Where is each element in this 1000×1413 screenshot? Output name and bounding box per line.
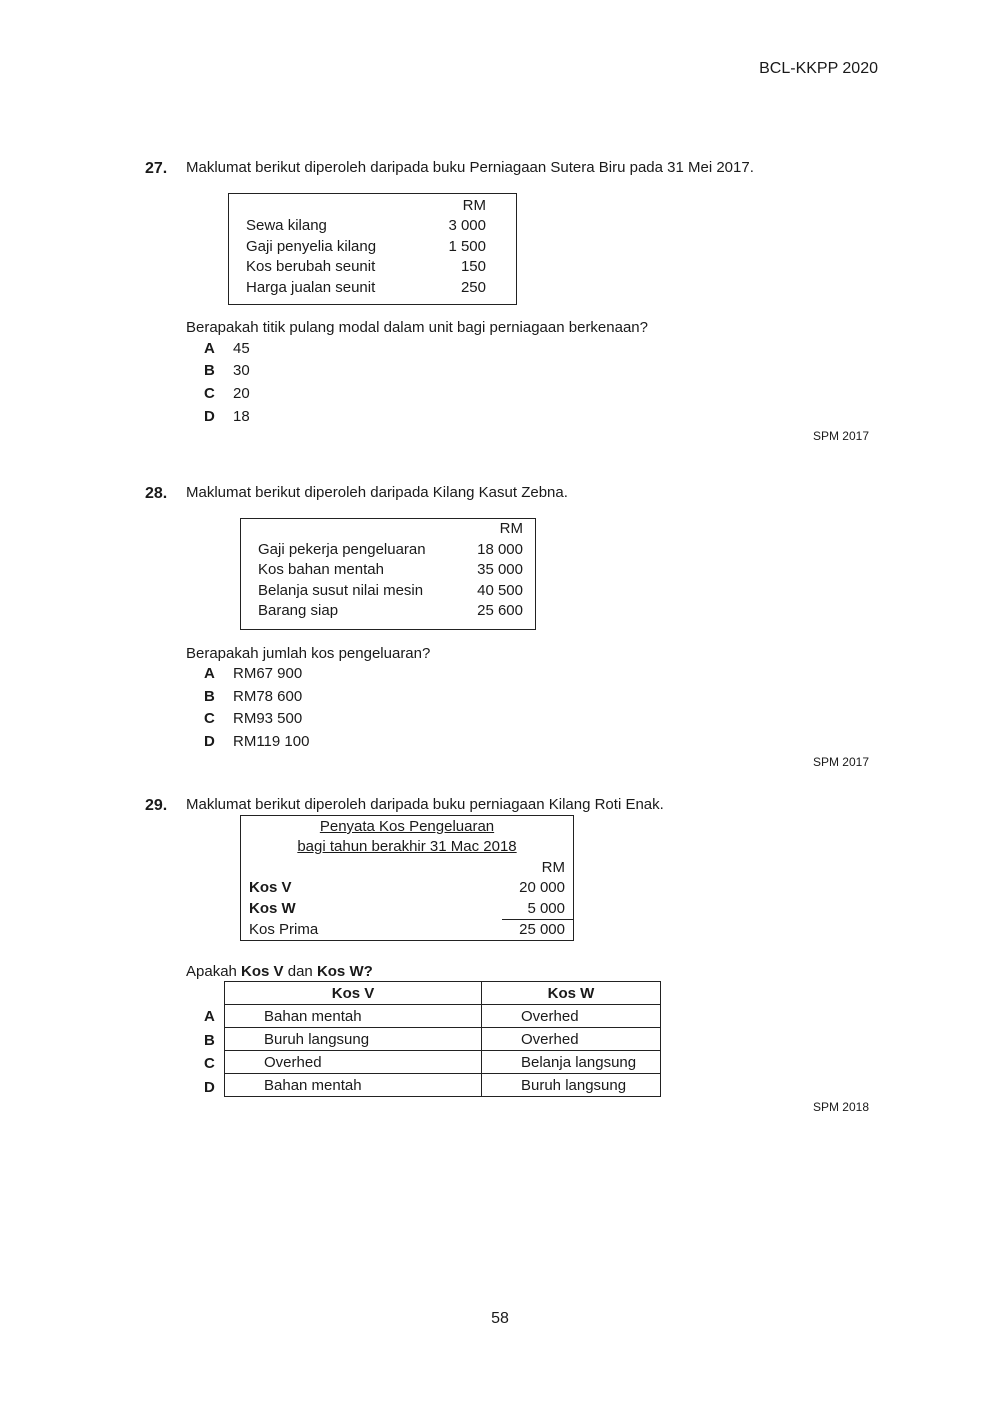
q28-row-value: 25 600 <box>477 602 523 619</box>
option-text: RM67 900 <box>233 665 303 682</box>
cell-kos-v: Overhed <box>225 1051 482 1074</box>
q29-question <box>186 963 373 980</box>
cell-kos-w: Overhed <box>482 1028 661 1051</box>
q27-row-value: 150 <box>460 258 486 275</box>
q27-row-value: 250 <box>460 279 486 296</box>
q28-source: SPM 2017 <box>812 755 869 769</box>
header-kos-w: Kos W <box>482 982 661 1005</box>
header-kos-v: Kos V <box>225 982 482 1005</box>
option-letter: C <box>204 385 215 402</box>
q28-row-value: 35 000 <box>477 561 523 578</box>
q29-row-label: Kos W <box>249 900 296 917</box>
q27-row-value: 1 500 <box>448 238 486 255</box>
option-text: 45 <box>233 340 250 357</box>
q29-question-bold-2: Kos W? <box>316 963 373 980</box>
q29-currency: RM <box>541 859 565 876</box>
q27-row-label: Gaji penyelia kilang <box>246 238 377 255</box>
q29-question-prefix: Apakah <box>186 963 242 980</box>
q28-row-label: Belanja susut nilai mesin <box>258 582 424 599</box>
q27-row-value: 3 000 <box>448 217 486 234</box>
option-letter[interactable]: D <box>204 1078 215 1096</box>
q29-statement-title-2: bagi tahun berakhir 31 Mac 2018 <box>297 838 517 855</box>
table-row[interactable] <box>225 1074 661 1097</box>
option-letter: A <box>204 340 215 357</box>
q28-text: Maklumat berikut diperoleh daripada Kilang Kasut Zebna. <box>186 484 568 501</box>
table-row[interactable] <box>225 1028 661 1051</box>
option-text: 20 <box>233 385 250 402</box>
cell-kos-w: Overhed <box>482 1005 661 1028</box>
q28-row-label: Kos bahan mentah <box>258 561 384 578</box>
option-letter[interactable]: C <box>204 1055 215 1072</box>
option-letter[interactable]: B <box>204 1031 215 1049</box>
q29-statement-title-1: Penyata Kos Pengeluaran <box>319 818 495 835</box>
option-letter: C <box>204 710 215 727</box>
q27-option-a[interactable] <box>204 340 250 362</box>
q28-option-b[interactable] <box>204 688 302 710</box>
total-rule <box>502 919 573 920</box>
q29-number: 29. <box>145 797 168 814</box>
q27-row-label: Kos berubah seunit <box>246 258 376 275</box>
q29-source: SPM 2018 <box>812 1100 869 1114</box>
option-letter: B <box>204 362 215 379</box>
option-text: RM119 100 <box>233 733 310 750</box>
q28-option-d[interactable] <box>204 733 309 755</box>
document-header: BCL-KKPP 2020 <box>759 60 878 77</box>
q27-option-d[interactable] <box>204 408 250 430</box>
table-row[interactable] <box>225 1051 661 1074</box>
q29-row-label: Kos V <box>249 879 292 896</box>
q27-row-label: Sewa kilang <box>246 217 327 234</box>
option-text: RM93 500 <box>233 710 303 727</box>
cell-kos-w: Buruh langsung <box>482 1074 661 1097</box>
q27-option-c[interactable] <box>204 385 250 407</box>
q27-option-b[interactable] <box>204 362 250 384</box>
q29-statement-box <box>240 815 574 941</box>
q28-option-c[interactable] <box>204 710 302 732</box>
q27-text: Maklumat berikut diperoleh daripada buku Perniagaan Sutera Biru pada 31 Mei 2017. <box>186 159 754 176</box>
cell-kos-v: Bahan mentah <box>225 1005 482 1028</box>
cell-kos-w: Belanja langsung <box>482 1051 661 1074</box>
q28-row-label: Barang siap <box>258 602 339 619</box>
option-text: RM78 600 <box>233 688 303 705</box>
q27-question: Berapakah titik pulang modal dalam unit bagi perniagaan berkenaan? <box>186 319 648 336</box>
q27-data-box <box>228 193 517 305</box>
cell-kos-v: Buruh langsung <box>225 1028 482 1051</box>
q29-question-mid: dan <box>283 963 317 980</box>
q29-row-label: Kos Prima <box>249 921 319 938</box>
option-letter: B <box>204 688 215 705</box>
q29-option-letters <box>204 1005 215 1099</box>
q29-question-bold-1: Kos V <box>241 963 284 980</box>
q29-answer-table <box>224 981 661 1097</box>
q28-option-a[interactable] <box>204 665 302 687</box>
option-letter: D <box>204 408 215 425</box>
q27-currency: RM <box>462 197 486 214</box>
table-row[interactable] <box>225 1005 661 1028</box>
q28-currency: RM <box>499 520 523 537</box>
q28-row-label: Gaji pekerja pengeluaran <box>258 541 426 558</box>
cell-kos-v: Bahan mentah <box>225 1074 482 1097</box>
option-text: 18 <box>233 408 250 425</box>
option-letter[interactable]: A <box>204 1008 215 1025</box>
option-letter: A <box>204 665 215 682</box>
q28-question: Berapakah jumlah kos pengeluaran? <box>186 645 431 662</box>
page-number: 58 <box>491 1310 509 1327</box>
q29-row-value: 20 000 <box>519 879 565 896</box>
q28-number: 28. <box>145 485 168 502</box>
q29-row-value: 5 000 <box>527 900 565 917</box>
q27-number: 27. <box>145 160 168 177</box>
option-letter: D <box>204 733 215 750</box>
q28-data-box <box>240 518 536 630</box>
q28-row-value: 18 000 <box>477 541 523 558</box>
q29-row-value: 25 000 <box>519 921 565 938</box>
q28-row-value: 40 500 <box>477 582 523 599</box>
option-text: 30 <box>233 362 250 379</box>
q27-row-label: Harga jualan seunit <box>246 279 376 296</box>
q27-source: SPM 2017 <box>812 429 869 443</box>
q29-text: Maklumat berikut diperoleh daripada buku perniagaan Kilang Roti Enak. <box>186 796 664 813</box>
table-header-row <box>225 982 661 1005</box>
